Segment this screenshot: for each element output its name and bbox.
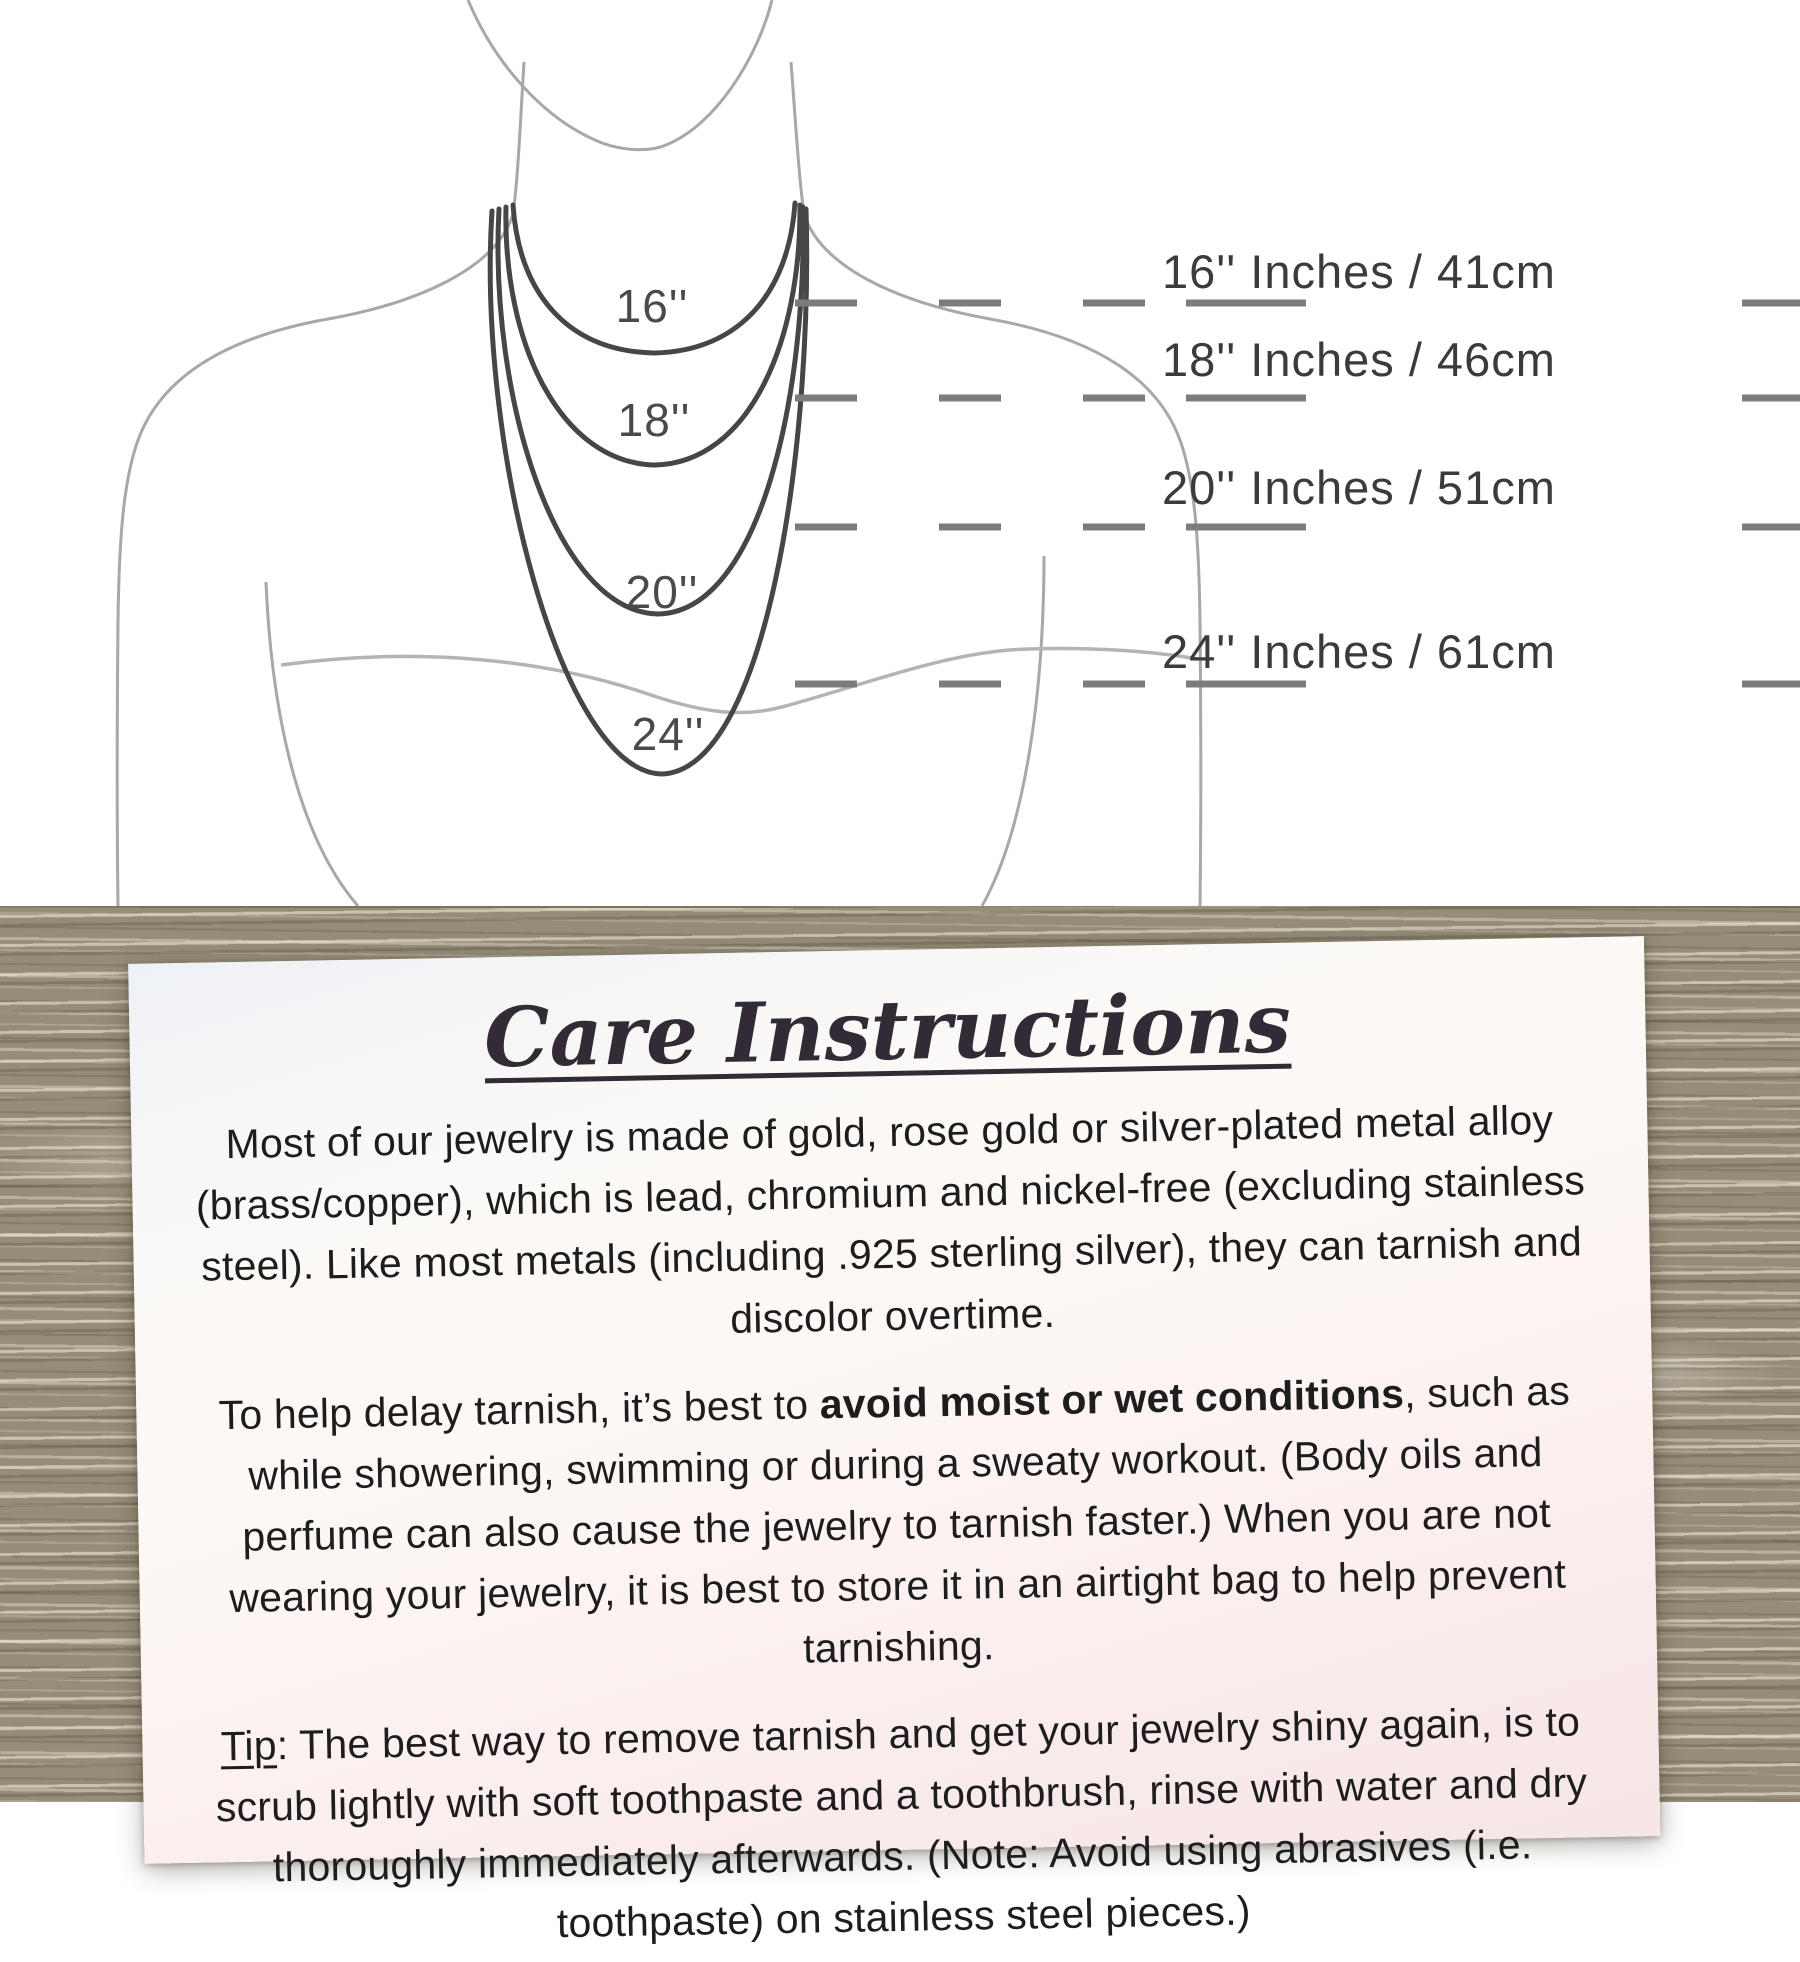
guide-label-24: 24'' Inches / 61cm: [1162, 625, 1556, 678]
size-label-20: 20'': [625, 566, 699, 618]
care-paragraph: [171, 1089, 1611, 1360]
wood-background: [0, 906, 1800, 1947]
torso-outline: [117, 0, 1201, 906]
care-paragraph-segment: avoid moist or wet conditions: [819, 1370, 1405, 1427]
guide-label-18: 18'' Inches / 46cm: [1162, 333, 1556, 386]
care-paragraph-segment: , such as while showering, swimming or during a sweaty workout. (Body oils and perfume can also cause the jewelry to tarnish faster.) When you are not wearing your jewelry, it is best to store it in an airtight bag to help prevent tarnishing.: [228, 1367, 1571, 1672]
care-card-title: Care Instructions: [483, 975, 1292, 1087]
size-label-16: 16'': [615, 280, 689, 332]
care-paragraph: [182, 1691, 1622, 1962]
care-paragraph: [176, 1359, 1617, 1691]
right-neck-shoulder-arm-line: [791, 62, 1201, 906]
care-paragraphs: [159, 1089, 1634, 1962]
left-neck-shoulder-arm-line: [117, 62, 524, 906]
necklace-diagram-canvas: [0, 0, 1800, 906]
right-inner-arm-line: [982, 556, 1044, 906]
care-paragraph-segment: Most of our jewelry is made of gold, rose gold or silver-plated metal alloy (brass/copper), which is lead, chromium and nickel-free (excluding stainless steel). Like most metals (including .925 sterling silver), they can tarnish and discolor overtime.: [195, 1097, 1586, 1342]
jaw-chin-line: [468, 0, 772, 150]
care-paragraph-segment: To help delay tarnish, it’s best to: [218, 1380, 821, 1438]
size-label-18: 18'': [617, 394, 691, 446]
guide-label-16: 16'' Inches / 41cm: [1162, 245, 1556, 298]
size-label-24: 24'': [631, 708, 705, 760]
care-paragraph-segment: Tip: [220, 1722, 278, 1770]
necklace-length-diagram: [0, 0, 1800, 906]
left-inner-arm-line: [266, 582, 358, 906]
care-instructions-card: [128, 936, 1660, 1947]
guide-label-20: 20'' Inches / 51cm: [1162, 461, 1556, 514]
care-paragraph-segment: : The best way to remove tarnish and get your jewelry shiny again, is to scrub lightly with soft toothpaste and a toothbrush, rinse with water and dry thoroughly immediately afterwards. (Note: Avoid using abrasives (i.e. toothpaste) on stainless steel pieces.): [215, 1698, 1588, 1947]
